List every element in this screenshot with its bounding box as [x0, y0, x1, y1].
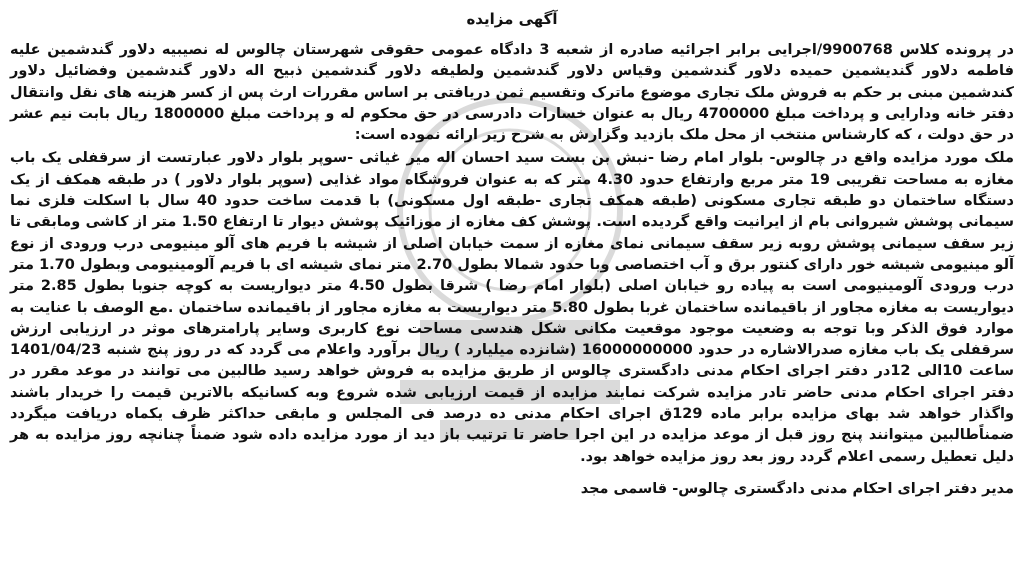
notice-title: آگهی مزایده [466, 10, 558, 28]
notice-signature: مدیر دفتر اجرای احکام مدنی دادگستری چالوس- قاسمی مجد [580, 480, 1014, 497]
notice-property-paragraph: ملک مورد مزایده واقع در چالوس- بلوار امام رضا -نبش بن بست سید احسان اله میر غیاثی -سوپر بلوار دلاور عبارتست از سرقفلی یک باب مغازه به مساحت تقریبی 19 متر مربع وارتفاع حدود 4.30 متر که به عنوان فروشگاه مواد غذایی (سوپر بلوار دلاور ) در طبقه همکف از یک دستگاه ساختمان دو طبقه تجاری مسکونی (طبقه همکف تجاری -طبقه اول مسکونی) با قدمت ساخت حدود 40 سال با اسکلت فلزی نما سیمانی پوشش شیروانی بام از ایرانیت واقع گردیده است. پوشش کف مغازه از موزائیک پوشش دیوار تا ارتفاع 1.50 متر از کاشی ومابقی تا زیر سقف سیمانی پوشش روبه زیر سقف سیمانی نمای مغازه از سمت خیابان اصلی از شیشه با فریم های آلو مینیومی درب ورودی از نوع آلو مینیومی شیشه خور دارای کنتور برق و آب اختصاصی وبا حدود شمالا بطول 2.70 متر نمای شیشه ای با فریم آلومینیومی وبطول 1.70 متر درب ورودی آلومینیومی است به پیاده رو خیابان اصلی (بلوار امام رضا ) شرقا بطول 4.50 متر دیواریست به کوچه جنوبا بطول 2.85 متر دیواریست به مغازه مجاور از باقیمانده ساختمان غربا بطول 5.80 متر دیواریست به مغازه مجاور از باقیمانده ساختمان .مع الوصف با عنایت به موارد فوق الذکر وبا توجه به وضعیت موجود موقعیت مکانی شکل هندسی مساحت نوع کاربری وسایر پارامترهای موثر در ارزیابی ارزش سرقفلی یک باب مغازه صدرالاشاره در حدود 16000000000 (شانزده میلیارد ) ریال برآورد واعلام می گردد که در روز پنج شنبه 1401/04/23 ساعت 10الی 12در دفتر اجرای احکام مدنی دادگستری چالوس از طریق مزایده به فروش خواهد رسید طالبین می توانند در موعد مقرر در دفتر اجرای احکام مدنی حاضر تادر مزایده شرکت نمایند مزایده از قیمت ارزیابی شده شروع وبه کسانیکه بالاترین قیمت را خریدار باشند واگذار خواهد شد بهای مزایده برابر ماده 129ق اجرای احکام مدنی ده درصد فی المجلس و مابقی حداکثر ظرف یکماه دریافت میگردد ضمناًطالبین میتوانند پنج روز قبل از موعد مزایده در این اجرا حاضر تا ترتیب باز دید از مورد مزایده داده شود ضمناً چنانچه روز مزایده به هر دلیل تعطیل رسمی اعلام گردد روز بعد روز مزایده خواهد بود. [10, 150, 1015, 465]
notice-intro-paragraph: در پرونده کلاس 9900768/اجرایی برابر اجرائیه صادره از شعبه 3 دادگاه عمومی حقوقی شهرستان چالوس له نصیبیه دلاور گندشمین علیه فاطمه دلاور گندیشمین حمیده دلاور گندشمین وقیاس دلاور گندشمین ولطیفه دلاور گندشمین ذبیح اله دلاور گندشمین وفضائیل دلاور کندشمین مبنی بر حکم به فروش ملک تجاری موضوع ماترک وتقسیم ثمن دریافتی بر اساس مقررات ارث پس از کسر هزینه های نقل وانتقال دفتر خانه ودارایی و پرداخت مبلغ 4700000 ریال به عنوان خسارات دادرسی در حق محکوم له و پرداخت مبلغ 1800000 ریال بابت نیم عشر در حق دولت ، که کارشناس منتخب از محل ملک بازدید وگزارش به شرح زیر ارائه نموده است: [10, 42, 1014, 144]
